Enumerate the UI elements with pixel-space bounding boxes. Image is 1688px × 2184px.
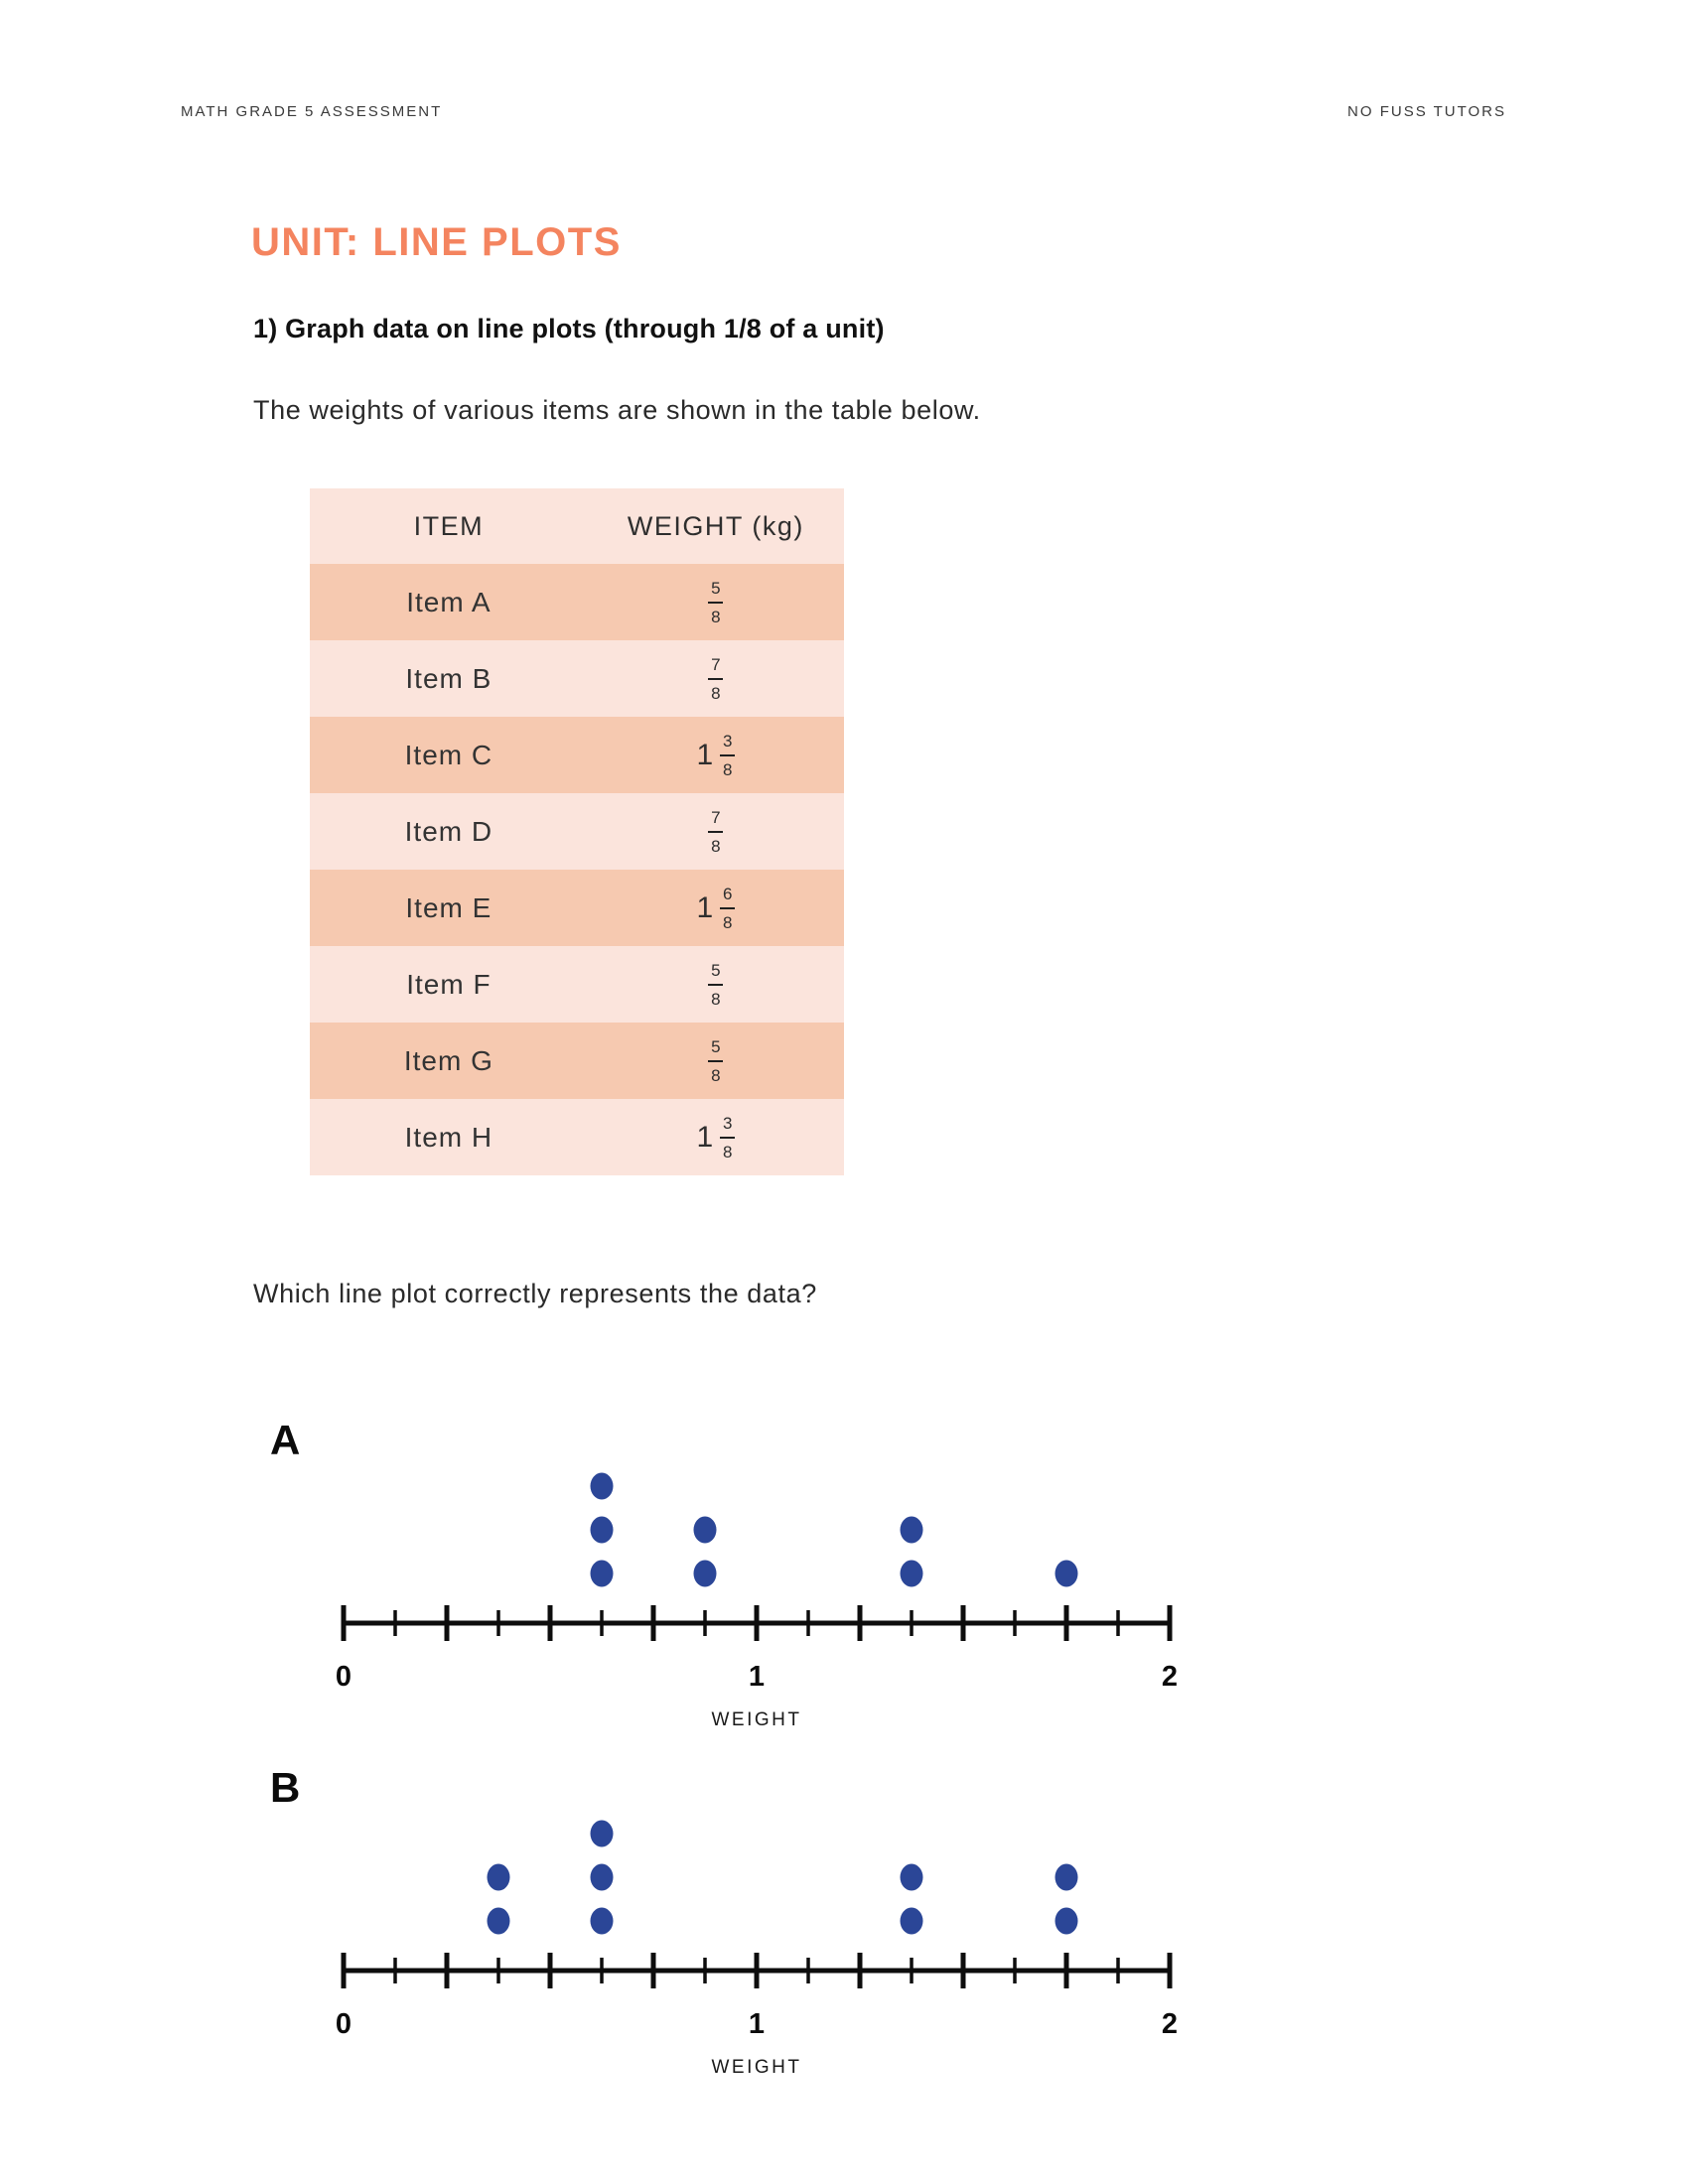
table-row [310, 793, 844, 870]
fraction-bar [708, 678, 723, 680]
fraction-denominator: 8 [711, 836, 721, 856]
whole-number: 1 [696, 738, 714, 771]
line-plot-b [248, 1757, 1241, 2095]
fraction-bar [720, 907, 735, 909]
data-dot [488, 1908, 510, 1935]
item-cell [310, 740, 588, 771]
weights-table [310, 488, 844, 1175]
data-dot [694, 1517, 717, 1544]
fraction-bar [720, 1137, 735, 1139]
item-cell [310, 892, 588, 924]
item-name: Item F [406, 968, 492, 1000]
axis-tick-label: 0 [335, 2008, 352, 2040]
fraction-numerator: 5 [711, 1036, 721, 1056]
fraction-bar [720, 754, 735, 756]
axis-tick-label: 1 [748, 1661, 766, 1693]
data-dot [694, 1561, 717, 1587]
item-cell [310, 1122, 588, 1154]
axis-tick-label: 0 [335, 1661, 352, 1693]
fraction [708, 580, 723, 625]
item-cell [310, 1045, 588, 1077]
whole-number: 1 [696, 890, 714, 924]
running-header-right: NO FUSS TUTORS [1347, 103, 1506, 120]
item-cell [310, 969, 588, 1001]
weight-cell [588, 1038, 844, 1084]
fraction-bar [708, 831, 723, 833]
data-dot [488, 1864, 510, 1891]
item-cell [310, 587, 588, 618]
item-cell [310, 663, 588, 695]
table-row [310, 1023, 844, 1099]
data-dot [901, 1864, 923, 1891]
plot-svg [248, 1757, 1241, 2095]
item-name: Item E [405, 891, 492, 923]
weight-cell [588, 656, 844, 702]
item-name: Item A [406, 586, 492, 617]
column-header-item: ITEM [413, 510, 485, 541]
data-dot [901, 1561, 923, 1587]
axis-tick-label: 1 [748, 2008, 766, 2040]
fraction-numerator: 3 [722, 731, 733, 751]
weight-fraction [697, 733, 736, 778]
data-dot [901, 1517, 923, 1544]
weight-fraction [697, 886, 736, 931]
table-row [310, 870, 844, 946]
weight-cell [588, 809, 844, 855]
weight-fraction [708, 1038, 723, 1084]
fraction-bar [708, 602, 723, 604]
weight-cell [588, 580, 844, 625]
fraction [708, 1038, 723, 1084]
data-dot [1055, 1864, 1078, 1891]
weight-fraction [708, 656, 723, 702]
page-title: UNIT: LINE PLOTS [251, 220, 622, 264]
table-row [310, 564, 844, 640]
axis-title: WEIGHT [711, 1709, 802, 1730]
fraction [720, 886, 735, 931]
data-dot [591, 1473, 614, 1500]
fraction-denominator: 8 [711, 989, 721, 1009]
item-name: Item B [405, 662, 492, 694]
fraction-numerator: 5 [711, 578, 721, 598]
data-dot [901, 1908, 923, 1935]
data-dot [591, 1908, 614, 1935]
fraction-denominator: 8 [722, 912, 733, 932]
weight-fraction [697, 1115, 736, 1160]
data-dot [591, 1821, 614, 1847]
fraction-denominator: 8 [722, 759, 733, 779]
fraction [720, 1115, 735, 1160]
item-name: Item G [403, 1044, 493, 1076]
running-header-left: MATH GRADE 5 ASSESSMENT [181, 103, 443, 120]
fraction-numerator: 6 [722, 884, 733, 903]
weight-cell [588, 1115, 844, 1160]
question-text: Which line plot correctly represents the data? [253, 1279, 817, 1308]
axis-tick-label: 2 [1161, 1661, 1179, 1693]
fraction-numerator: 5 [711, 960, 721, 980]
item-cell [310, 816, 588, 848]
fraction-numerator: 7 [711, 807, 721, 827]
weight-cell [588, 962, 844, 1008]
weight-fraction [708, 809, 723, 855]
plot-svg [248, 1410, 1241, 1747]
fraction-bar [708, 1060, 723, 1062]
intro-text: The weights of various items are shown in the table below. [253, 395, 981, 425]
table-row [310, 1099, 844, 1175]
fraction [720, 733, 735, 778]
section-heading: 1) Graph data on line plots (through 1/8 of a unit) [253, 314, 885, 343]
data-dot [591, 1517, 614, 1544]
whole-number: 1 [696, 1120, 714, 1154]
fraction-denominator: 8 [711, 1065, 721, 1085]
fraction-numerator: 3 [722, 1113, 733, 1133]
weight-fraction [708, 962, 723, 1008]
weights-table-body [310, 564, 844, 1175]
table-row [310, 717, 844, 793]
plot-b-label: B [270, 1764, 301, 1811]
plot-a-label: A [270, 1417, 301, 1463]
weight-cell [588, 733, 844, 778]
item-name: Item H [404, 1121, 493, 1153]
line-plot-a [248, 1410, 1241, 1747]
data-dot [1055, 1908, 1078, 1935]
fraction-denominator: 8 [722, 1142, 733, 1161]
table-row [310, 640, 844, 717]
weight-fraction [708, 580, 723, 625]
fraction-bar [708, 984, 723, 986]
fraction-denominator: 8 [711, 607, 721, 626]
axis-tick-label: 2 [1161, 2008, 1179, 2040]
data-dot [1055, 1561, 1078, 1587]
fraction [708, 809, 723, 855]
axis-title: WEIGHT [711, 2057, 802, 2078]
data-dot [591, 1864, 614, 1891]
weight-cell [588, 886, 844, 931]
item-name: Item C [404, 739, 493, 770]
column-header-weight: WEIGHT (kg) [627, 510, 804, 541]
fraction-numerator: 7 [711, 654, 721, 674]
fraction [708, 656, 723, 702]
table-row [310, 946, 844, 1023]
data-dot [591, 1561, 614, 1587]
fraction-denominator: 8 [711, 683, 721, 703]
fraction [708, 962, 723, 1008]
item-name: Item D [404, 815, 493, 847]
table-header-row [310, 488, 844, 564]
